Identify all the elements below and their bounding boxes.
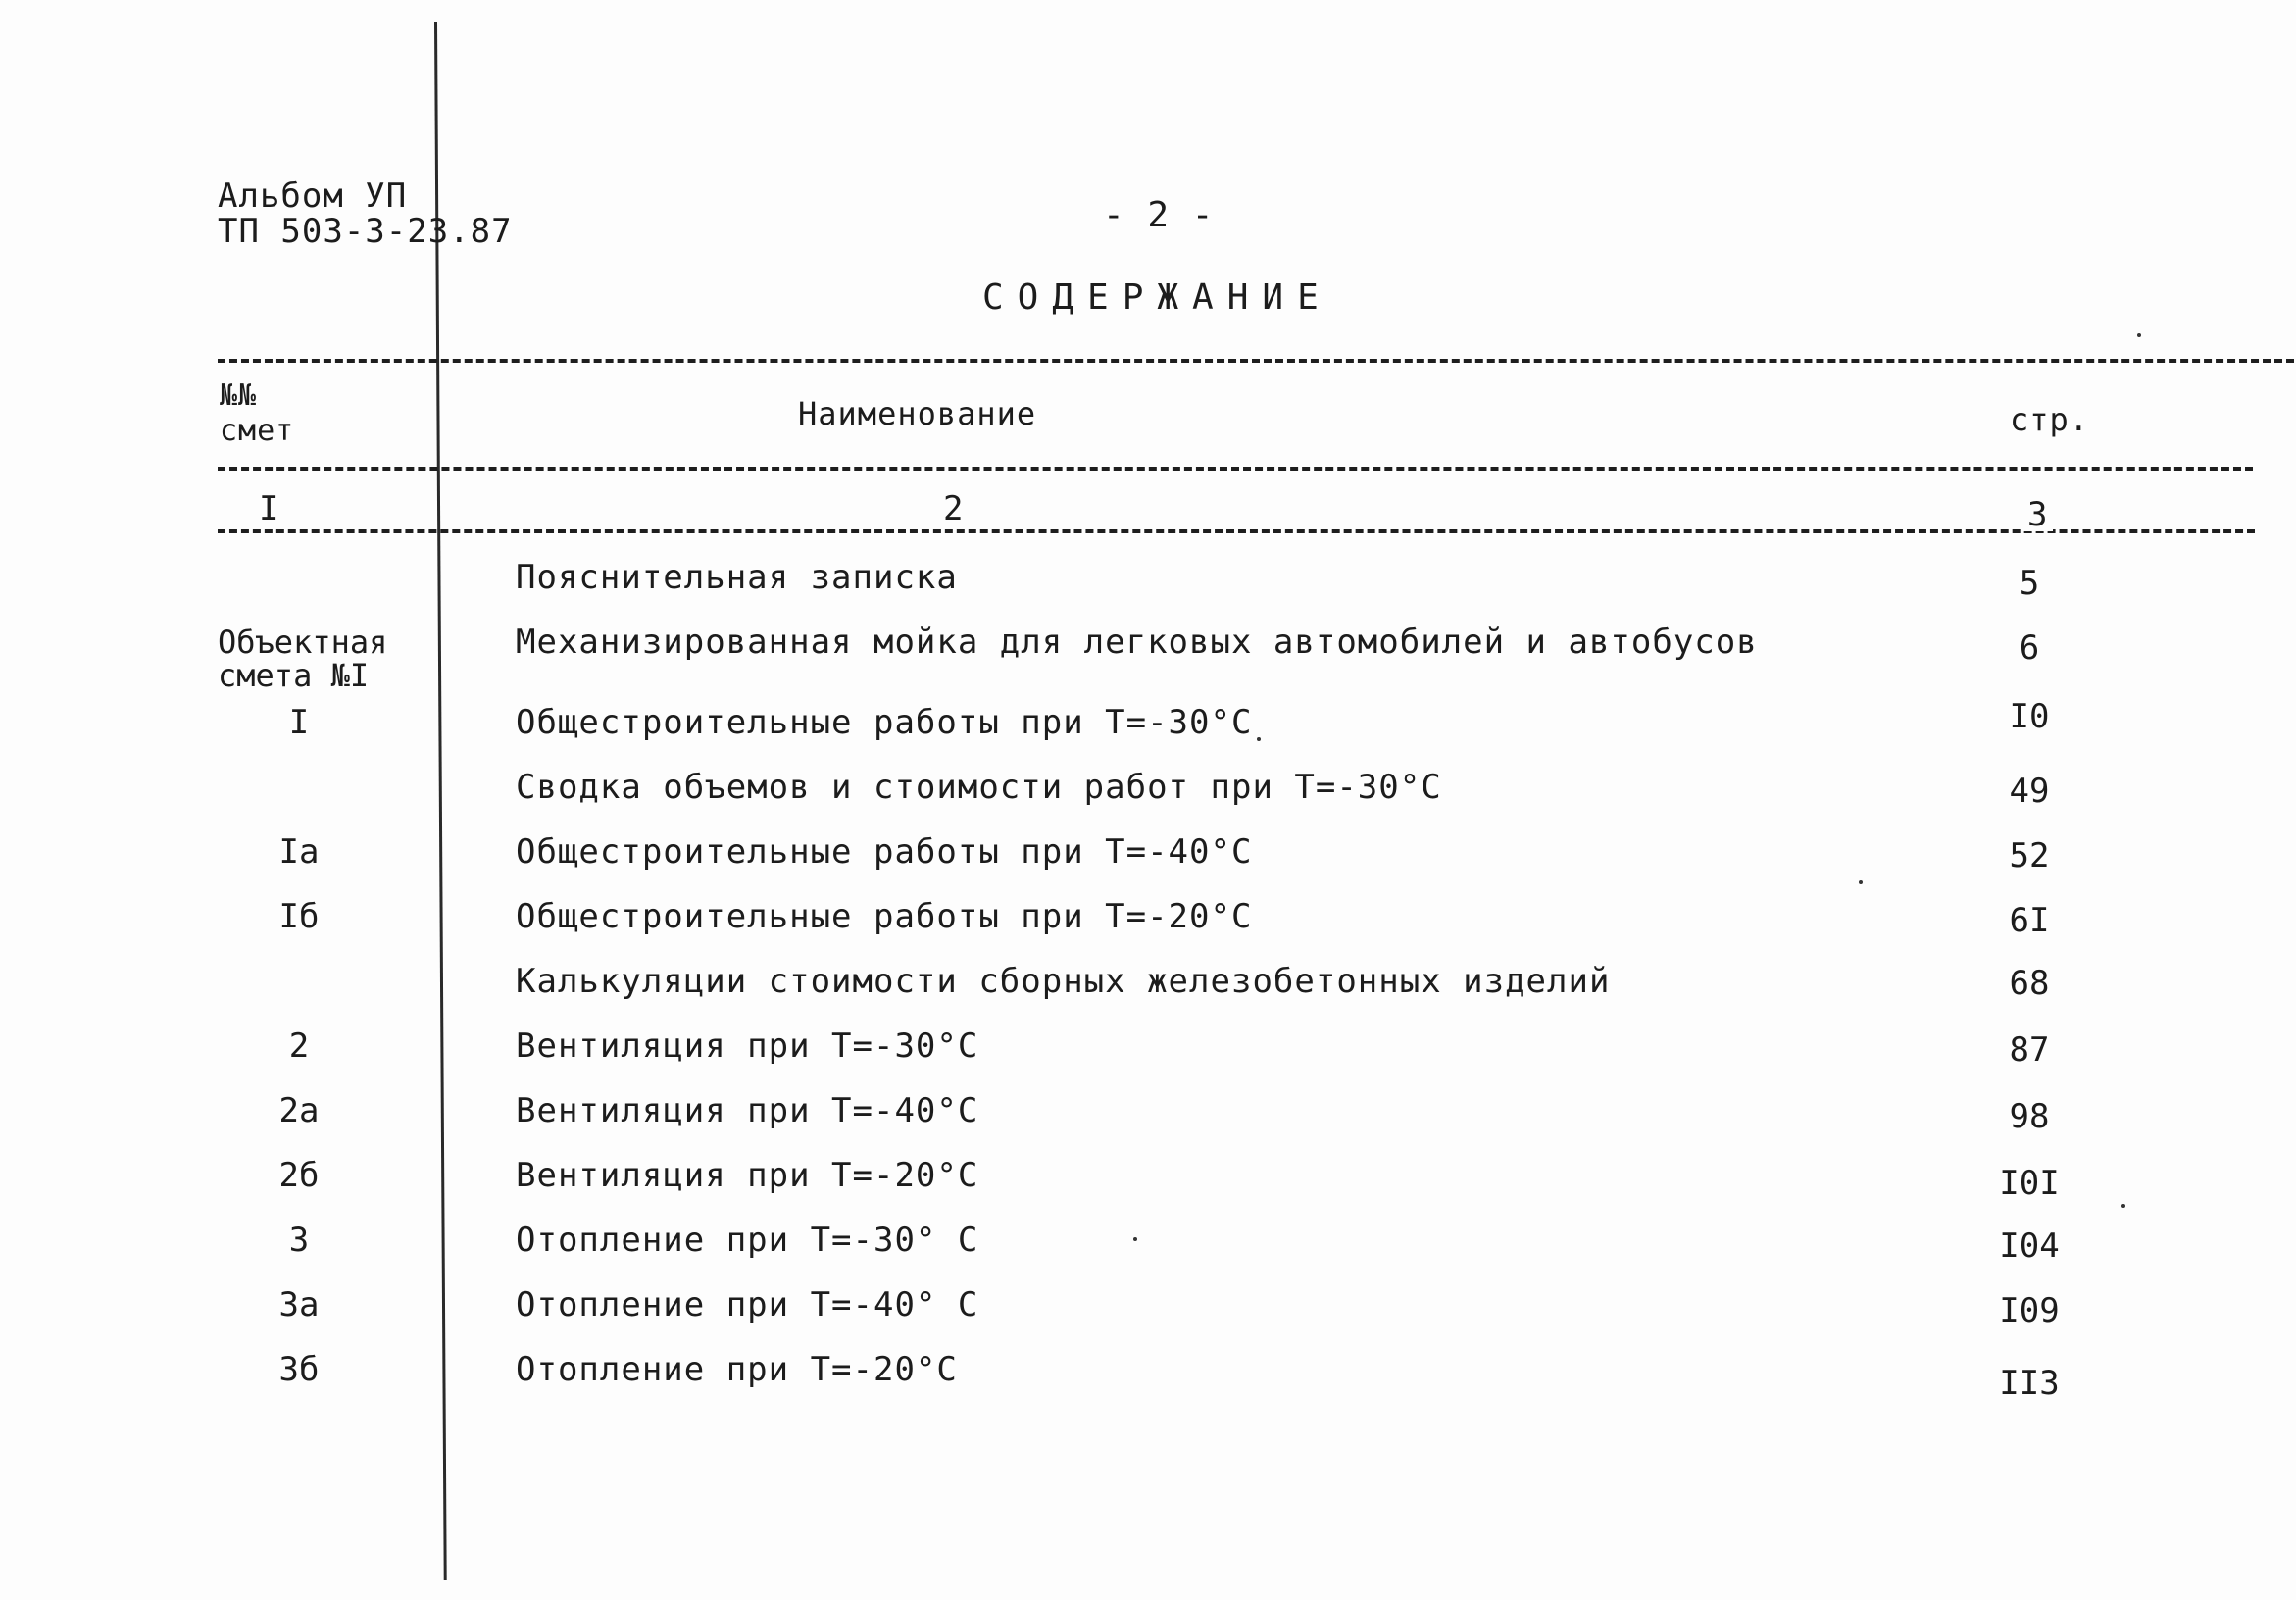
row-page: II3 xyxy=(1999,1364,2060,1403)
row-name: Вентиляция при Т=-20°С xyxy=(516,1156,979,1195)
header-smet-number xyxy=(220,378,294,449)
row-code: 2 xyxy=(288,1026,310,1066)
column-number-1: I xyxy=(253,492,284,525)
header-smet-line2: смет xyxy=(220,414,295,448)
table-row xyxy=(0,962,2296,1024)
row-name: Механизированная мойка для легковых автомобилей и автобусов xyxy=(516,623,1758,662)
row-name: Отопление при Т=-30° С xyxy=(516,1221,979,1260)
row-page: 6 xyxy=(2019,628,2040,668)
row-name: Общестроительные работы при Т=-40°С xyxy=(516,832,1253,872)
table-row xyxy=(0,558,2296,620)
project-code: ТП 503-3-23.87 xyxy=(218,212,513,251)
header-bottom-rule xyxy=(218,467,2253,471)
header-smet-line1: №№ xyxy=(220,378,258,413)
row-code: 3а xyxy=(278,1285,320,1325)
column-number-3: 3 xyxy=(2021,498,2053,531)
table-row xyxy=(0,1091,2296,1153)
table-top-rule xyxy=(218,359,2294,363)
scan-speck xyxy=(1257,737,1261,741)
table-row xyxy=(0,1221,2296,1282)
page-number: - 2 - xyxy=(1103,195,1215,235)
row-page: 68 xyxy=(2009,964,2050,1003)
row-page: I04 xyxy=(1999,1226,2060,1266)
table-row xyxy=(0,768,2296,829)
row-name: Отопление при Т=-40° С xyxy=(516,1285,979,1325)
row-code: 2б xyxy=(278,1156,320,1195)
row-name: Вентиляция при Т=-40°С xyxy=(516,1091,979,1130)
row-name: Вентиляция при Т=-30°С xyxy=(516,1026,979,1066)
table-row xyxy=(0,1026,2296,1088)
row-code: Iа xyxy=(278,832,320,872)
row-name: Отопление при Т=-20°С xyxy=(516,1350,958,1389)
row-code: 3 xyxy=(288,1221,310,1260)
row-name: Пояснительная записка xyxy=(516,558,958,597)
row-page: 98 xyxy=(2009,1097,2050,1136)
row-page: I0 xyxy=(2009,697,2050,736)
row-page: 5 xyxy=(2019,564,2040,603)
column-number-2: 2 xyxy=(937,492,969,525)
row-page: I0I xyxy=(1999,1164,2060,1203)
row-code: Iб xyxy=(278,897,320,936)
scan-speck xyxy=(1133,1237,1137,1241)
row-name: Сводка объемов и стоимости работ при Т=-30°С xyxy=(516,768,1442,807)
scan-speck xyxy=(2121,1204,2125,1208)
column-number-rule xyxy=(218,529,2255,533)
album-title: Альбом УП xyxy=(218,176,408,216)
header-name: Наименование xyxy=(798,395,1037,432)
scan-speck xyxy=(2137,333,2141,337)
row-name: Общестроительные работы при Т=-20°С xyxy=(516,897,1253,936)
row-page: 49 xyxy=(2009,772,2050,811)
row-code: 2а xyxy=(278,1091,320,1130)
row-name: Калькуляции стоимости сборных железобетонных изделий xyxy=(516,962,1611,1001)
header-page: стр. xyxy=(2010,401,2090,438)
table-row xyxy=(0,1285,2296,1347)
row-page: I09 xyxy=(1999,1291,2060,1330)
row-page: 87 xyxy=(2009,1030,2050,1070)
table-row xyxy=(0,1156,2296,1218)
row-code: I xyxy=(288,703,310,742)
table-row xyxy=(0,1350,2296,1412)
table-row xyxy=(0,623,2296,694)
row-page: 6I xyxy=(2009,901,2050,940)
page-title: СОДЕРЖАНИЕ xyxy=(982,277,1332,318)
scan-speck xyxy=(1859,880,1863,884)
album-reference xyxy=(218,178,513,249)
row-page: 52 xyxy=(2009,836,2050,875)
table-row xyxy=(0,697,2296,765)
row-name: Общестроительные работы при Т=-30°С xyxy=(516,703,1253,742)
row-code: 3б xyxy=(278,1350,320,1389)
table-row xyxy=(0,897,2296,959)
row-code: Объектная смета №I xyxy=(218,624,388,694)
table-row xyxy=(0,832,2296,894)
